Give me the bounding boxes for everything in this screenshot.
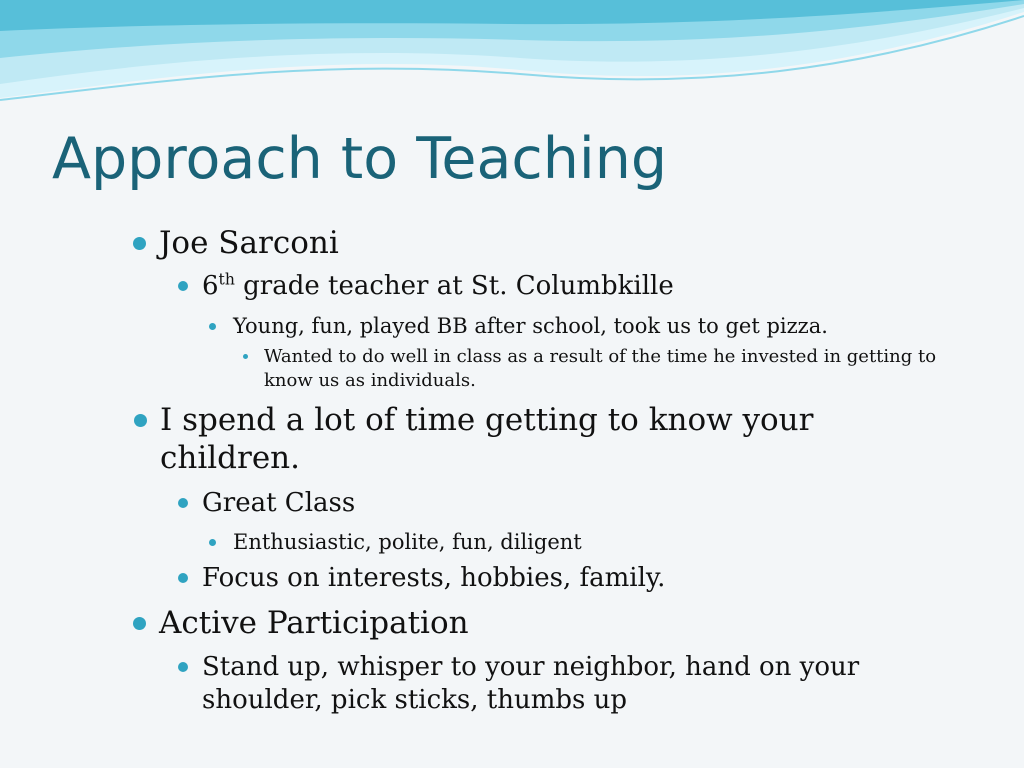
- bullet-item-young-fun: [233, 313, 933, 341]
- bullet-icon: [178, 662, 188, 672]
- bullet-icon: [209, 323, 216, 330]
- grade-teacher-text: grade teacher at St. Columbkille: [234, 271, 674, 301]
- bullet-item-active-participation: [159, 604, 919, 644]
- bullet-text: Stand up, whisper to your neighbor, hand on your shoulder, pick sticks, thumbs up: [202, 652, 860, 715]
- bullet-text: Focus on interests, hobbies, family.: [202, 563, 666, 593]
- bullet-item-enthusiastic: [233, 529, 933, 557]
- bullet-icon: [243, 354, 248, 359]
- bullet-item-grade-teacher: [202, 270, 922, 305]
- bullet-icon: [134, 414, 147, 427]
- bullet-icon: [133, 237, 146, 250]
- bullet-icon: [133, 617, 146, 630]
- bullet-item-focus-on-interests: [202, 562, 922, 597]
- bullet-text: Great Class: [202, 488, 356, 518]
- decorative-wave-header: [0, 0, 1024, 120]
- bullet-icon: [178, 498, 188, 508]
- bullet-item-joe-sarconi: [159, 224, 919, 264]
- grade-superscript: th: [218, 270, 235, 289]
- slide-title: Approach to Teaching: [52, 126, 668, 192]
- bullet-icon: [178, 281, 188, 291]
- bullet-text-grade: [202, 270, 674, 303]
- bullet-item-wanted-to-do-well: [264, 345, 952, 393]
- bullet-item-stand-up: [202, 651, 937, 721]
- bullet-icon: [209, 539, 216, 546]
- bullet-text: I spend a lot of time getting to know your children.: [160, 402, 814, 476]
- bullet-text: Enthusiastic, polite, fun, diligent: [233, 530, 582, 554]
- bullet-item-great-class: [202, 487, 922, 522]
- grade-number: 6: [202, 271, 219, 301]
- bullet-text: Young, fun, played BB after school, took us to get pizza.: [233, 314, 828, 338]
- bullet-text: Active Participation: [159, 605, 469, 641]
- bullet-text: Wanted to do well in class as a result of the time he invested in getting to know us as individuals.: [264, 346, 937, 391]
- bullet-item-getting-to-know: [160, 401, 882, 481]
- bullet-icon: [178, 573, 188, 583]
- bullet-text: Joe Sarconi: [159, 225, 339, 261]
